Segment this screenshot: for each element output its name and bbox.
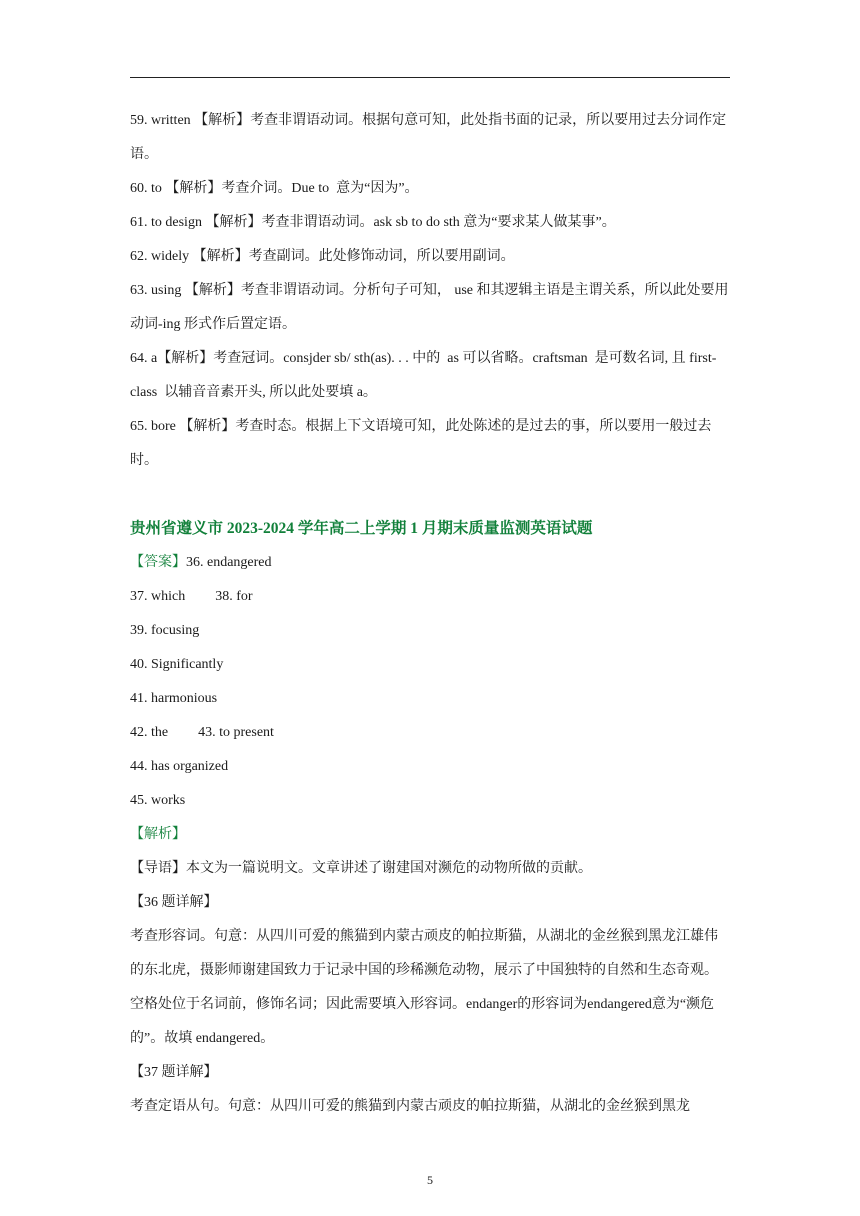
page-number: 5: [427, 1173, 433, 1187]
answer-65: 65. bore 【解析】考查时态。根据上下文语境可知，此处陈述的是过去的事，所以要用一般过去时。: [130, 419, 712, 468]
answer-41: 41. harmonious: [130, 691, 218, 706]
answer-60: 60. to 【解析】考查介词。Due to 意为“因为”。: [130, 181, 419, 196]
q36-text: 考查形容词。句意：从四川可爱的熊猫到内蒙古顽皮的帕拉斯猫，从湖北的金丝猴到黑龙江雄伟的东北虎，摄影师谢建国致力于记录中国的珍稀濒危动物，展示了中国独特的自然和生态奇观。空格处位于名词前，修饰名词；因此需要填入形容词。endanger的形容词为endangered意为“濒危的”。故填 endangered。: [130, 929, 718, 1046]
q37-text: 考查定语从句。句意：从四川可爱的熊猫到内蒙古顽皮的帕拉斯猫，从湖北的金丝猴到黑龙: [130, 1099, 690, 1114]
answer-label: 【答案】: [130, 555, 186, 570]
answer-64: 64. a【解析】考查冠词。consjder sb/ sth(as). . . 中的 as 可以省略。craftsman 是可数名词, 且 first-class 以辅音音素开头, 所以此处要填 a。: [130, 351, 717, 400]
answer-40: 40. Significantly: [130, 657, 224, 672]
analysis-label: 【解析】: [130, 827, 186, 842]
document-body: [130, 104, 730, 1124]
answer-45: 45. works: [130, 793, 186, 808]
q36-header: 【36 题详解】: [130, 895, 218, 910]
answer-61: 61. to design 【解析】考查非谓语动词。ask sb to do sth 意为“要求某人做某事”。: [130, 215, 616, 230]
answer-38: 38. for: [215, 589, 253, 604]
answer-44: 44. has organized: [130, 759, 229, 774]
answer-36: 36. endangered: [186, 555, 272, 570]
answer-37: 37. which: [130, 589, 186, 604]
answer-39: 39. focusing: [130, 623, 200, 638]
answer-42: 42. the: [130, 725, 169, 740]
answer-59: 59. written 【解析】考查非谓语动词。根据句意可知，此处指书面的记录，所以要用过去分词作定语。: [130, 113, 727, 162]
answer-line-42-43: [130, 716, 730, 750]
answer-43: 43. to present: [198, 725, 274, 740]
answer-line-37-38: [130, 580, 730, 614]
section-title: 贵州省遵义市 2023-2024 学年高二上学期 1 月期末质量监测英语试题: [130, 520, 593, 537]
header-rule: [130, 77, 730, 78]
answer-63: 63. using 【解析】考查非谓语动词。分析句子可知， use 和其逻辑主语是主谓关系，所以此处要用动词-ing 形式作后置定语。: [130, 283, 729, 332]
answer-62: 62. widely 【解析】考查副词。此处修饰动词，所以要用副词。: [130, 249, 515, 264]
guide-text: 【导语】本文为一篇说明文。文章讲述了谢建国对濒危的动物所做的贡献。: [130, 861, 592, 876]
answer-line-36: [130, 546, 730, 580]
q37-header: 【37 题详解】: [130, 1065, 218, 1080]
